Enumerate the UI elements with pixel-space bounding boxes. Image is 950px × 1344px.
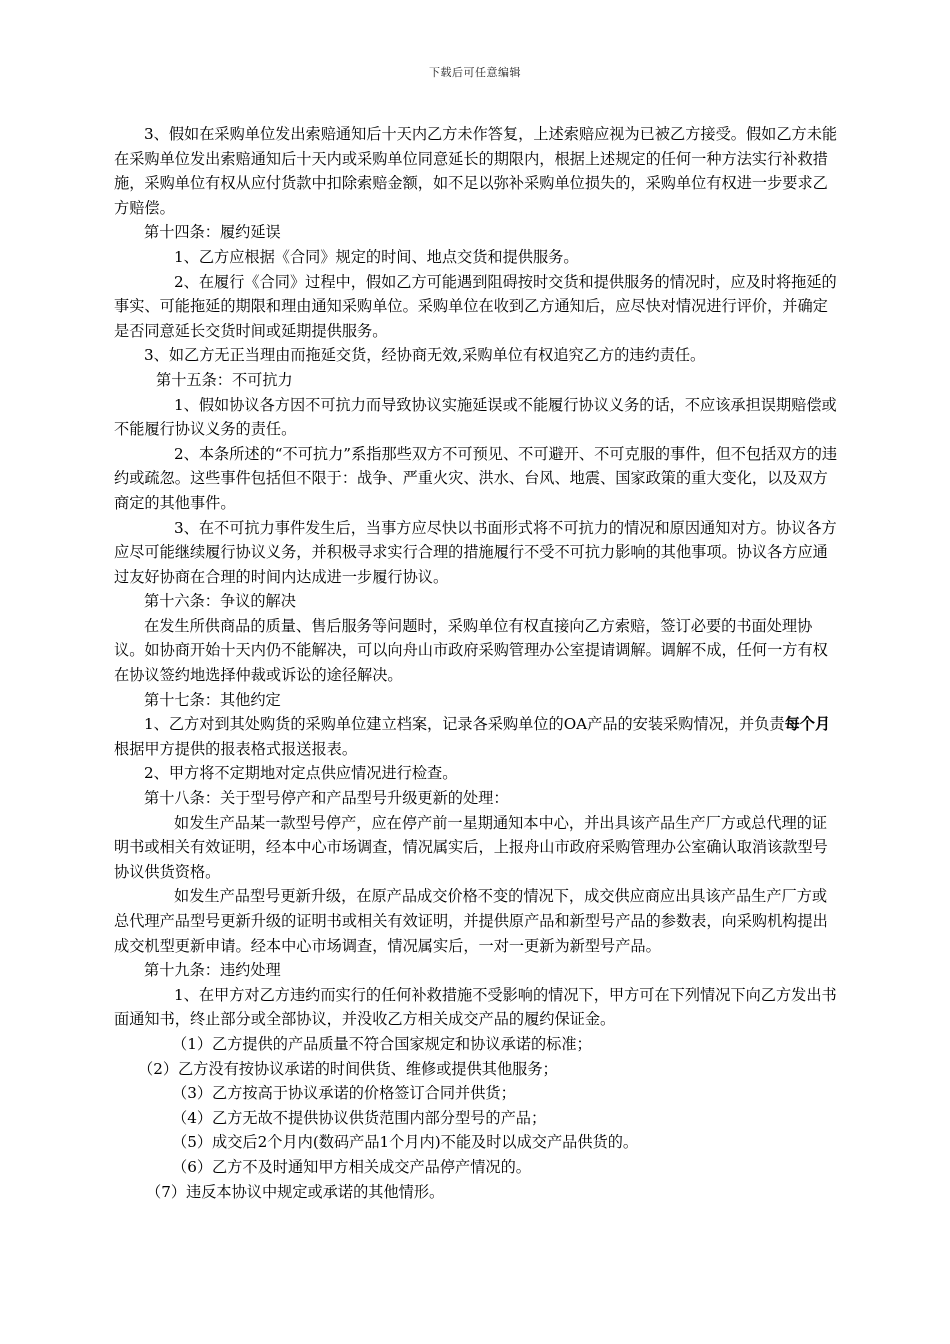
article-17-item-1-emphasis: 每个月: [784, 715, 831, 734]
article-16-heading: 第十六条：争议的解决: [144, 592, 296, 611]
article-15-item-3: 3、在不可抗力事件发生后，当事方应尽快以书面形式将不可抗力的情况和原因通知对方。协议各方应尽可能继续履行协议义务，并积极寻求实行合理的措施履行不受不可抗力影响的其他事项。协议各方应通过友好协商在合理的时间内达成进一步履行协议。: [114, 518, 837, 586]
document-body: [114, 122, 840, 1204]
article-17-item-1: [114, 712, 840, 761]
article-16-body: 在发生所供商品的质量、售后服务等问题时，采购单位有权直接向乙方索赔，签订必要的书面处理协议。如协商开始十天内仍不能解决，可以向舟山市政府采购管理办公室提请调解。调解不成，任何一方有权在协议签约地选择仲裁或诉讼的途径解决。: [114, 616, 828, 685]
article-14-item-1: 1、乙方应根据《合同》规定的时间、地点交货和提供服务。: [174, 247, 579, 266]
article-19-heading: 第十九条：违约处理: [144, 961, 281, 980]
article-15-item-1: 1、假如协议各方因不可抗力而导致协议实施延误或不能履行协议义务的话，不应该承担误期赔偿或不能履行协议义务的责任。: [114, 395, 837, 439]
violation-list-item-3: （3）乙方按高于协议承诺的价格签订合同并供货；: [172, 1084, 516, 1103]
article-14-item-3: 3、如乙方无正当理由而拖延交货，经协商无效,采购单位有权追究乙方的违约责任。: [144, 346, 706, 365]
violation-list-item-5: （5）成交后2个月内(数码产品1个月内)不能及时以成交产品供货的。: [172, 1133, 639, 1152]
article-18-para-1: 如发生产品某一款型号停产，应在停产前一星期通知本中心，并出具该产品生产厂方或总代理的证明书或相关有效证明，经本中心市场调查，情况属实后，上报舟山市政府采购管理办公室确认取消该款型号协议供货资格。: [114, 813, 828, 881]
article-15-item-2: 2、本条所述的“不可抗力”系指那些双方不可预见、不可避开、不可克服的事件，但不包括双方的违约或疏忽。这些事件包括但不限于：战争、严重火灾、洪水、台风、地震、国家政策的重大变化，以及双方商定的其他事件。: [114, 444, 838, 512]
violation-list-item-6: （6）乙方不及时通知甲方相关成交产品停产情况的。: [172, 1157, 531, 1176]
violation-list-item-4: （4）乙方无故不提供协议供货范围内部分型号的产品；: [172, 1108, 547, 1127]
paragraph-claim-3: 3、假如在采购单位发出索赔通知后十天内乙方未作答复，上述索赔应视为已被乙方接受。假如乙方未能在采购单位发出索赔通知后十天内或采购单位同意延长的期限内，根据上述规定的任何一种方法实行补救措施，采购单位有权从应付货款中扣除索赔金额，如不足以弥补采购单位损失的，采购单位有权进一步要求乙方赔偿。: [114, 125, 838, 217]
article-17-item-1-text-a: 1、乙方对到其处购货的采购单位建立档案，记录各采购单位的OA产品的安装采购情况，并负责: [144, 715, 785, 734]
article-14-heading: 第十四条：履约延误: [144, 223, 281, 242]
violation-list-item-2: （2）乙方没有按协议承诺的时间供货、维修或提供其他服务；: [138, 1059, 558, 1078]
article-17-item-2: 2、甲方将不定期地对定点供应情况进行检查。: [144, 764, 458, 783]
article-19-item-1: 1、在甲方对乙方违约而实行的任何补救措施不受影响的情况下，甲方可在下列情况下向乙方发出书面通知书，终止部分或全部协议，并没收乙方相关成交产品的履约保证金。: [114, 985, 837, 1029]
violation-list-item-7: （7）违反本协议中规定或承诺的其他情形。: [146, 1182, 445, 1201]
article-18-para-2: 如发生产品型号更新升级，在原产品成交价格不变的情况下，成交供应商应出具该产品生产厂方或总代理产品型号更新升级的证明书或相关有效证明，并提供原产品和新型号产品的参数表，向采购机构提出成交机型更新申请。经本中心市场调查，情况属实后，一对一更新为新型号产品。: [114, 887, 828, 955]
article-15-heading: 第十五条：不可抗力: [156, 370, 293, 389]
article-18-heading: 第十八条：关于型号停产和产品型号升级更新的处理：: [144, 789, 509, 808]
article-17-heading: 第十七条：其他约定: [144, 690, 281, 709]
page-header: 下载后可任意编辑: [429, 66, 521, 79]
violation-list-item-1: （1）乙方提供的产品质量不符合国家规定和协议承诺的标准；: [172, 1034, 592, 1053]
article-14-item-2: 2、在履行《合同》过程中，假如乙方可能遇到阻碍按时交货和提供服务的情况时，应及时将拖延的事实、可能拖延的期限和理由通知采购单位。采购单位在收到乙方通知后，应尽快对情况进行评价，并确定是否同意延长交货时间或延期提供服务。: [114, 272, 837, 340]
article-17-item-1-text-c: 根据甲方提供的报表格式报送报表。: [114, 739, 357, 758]
